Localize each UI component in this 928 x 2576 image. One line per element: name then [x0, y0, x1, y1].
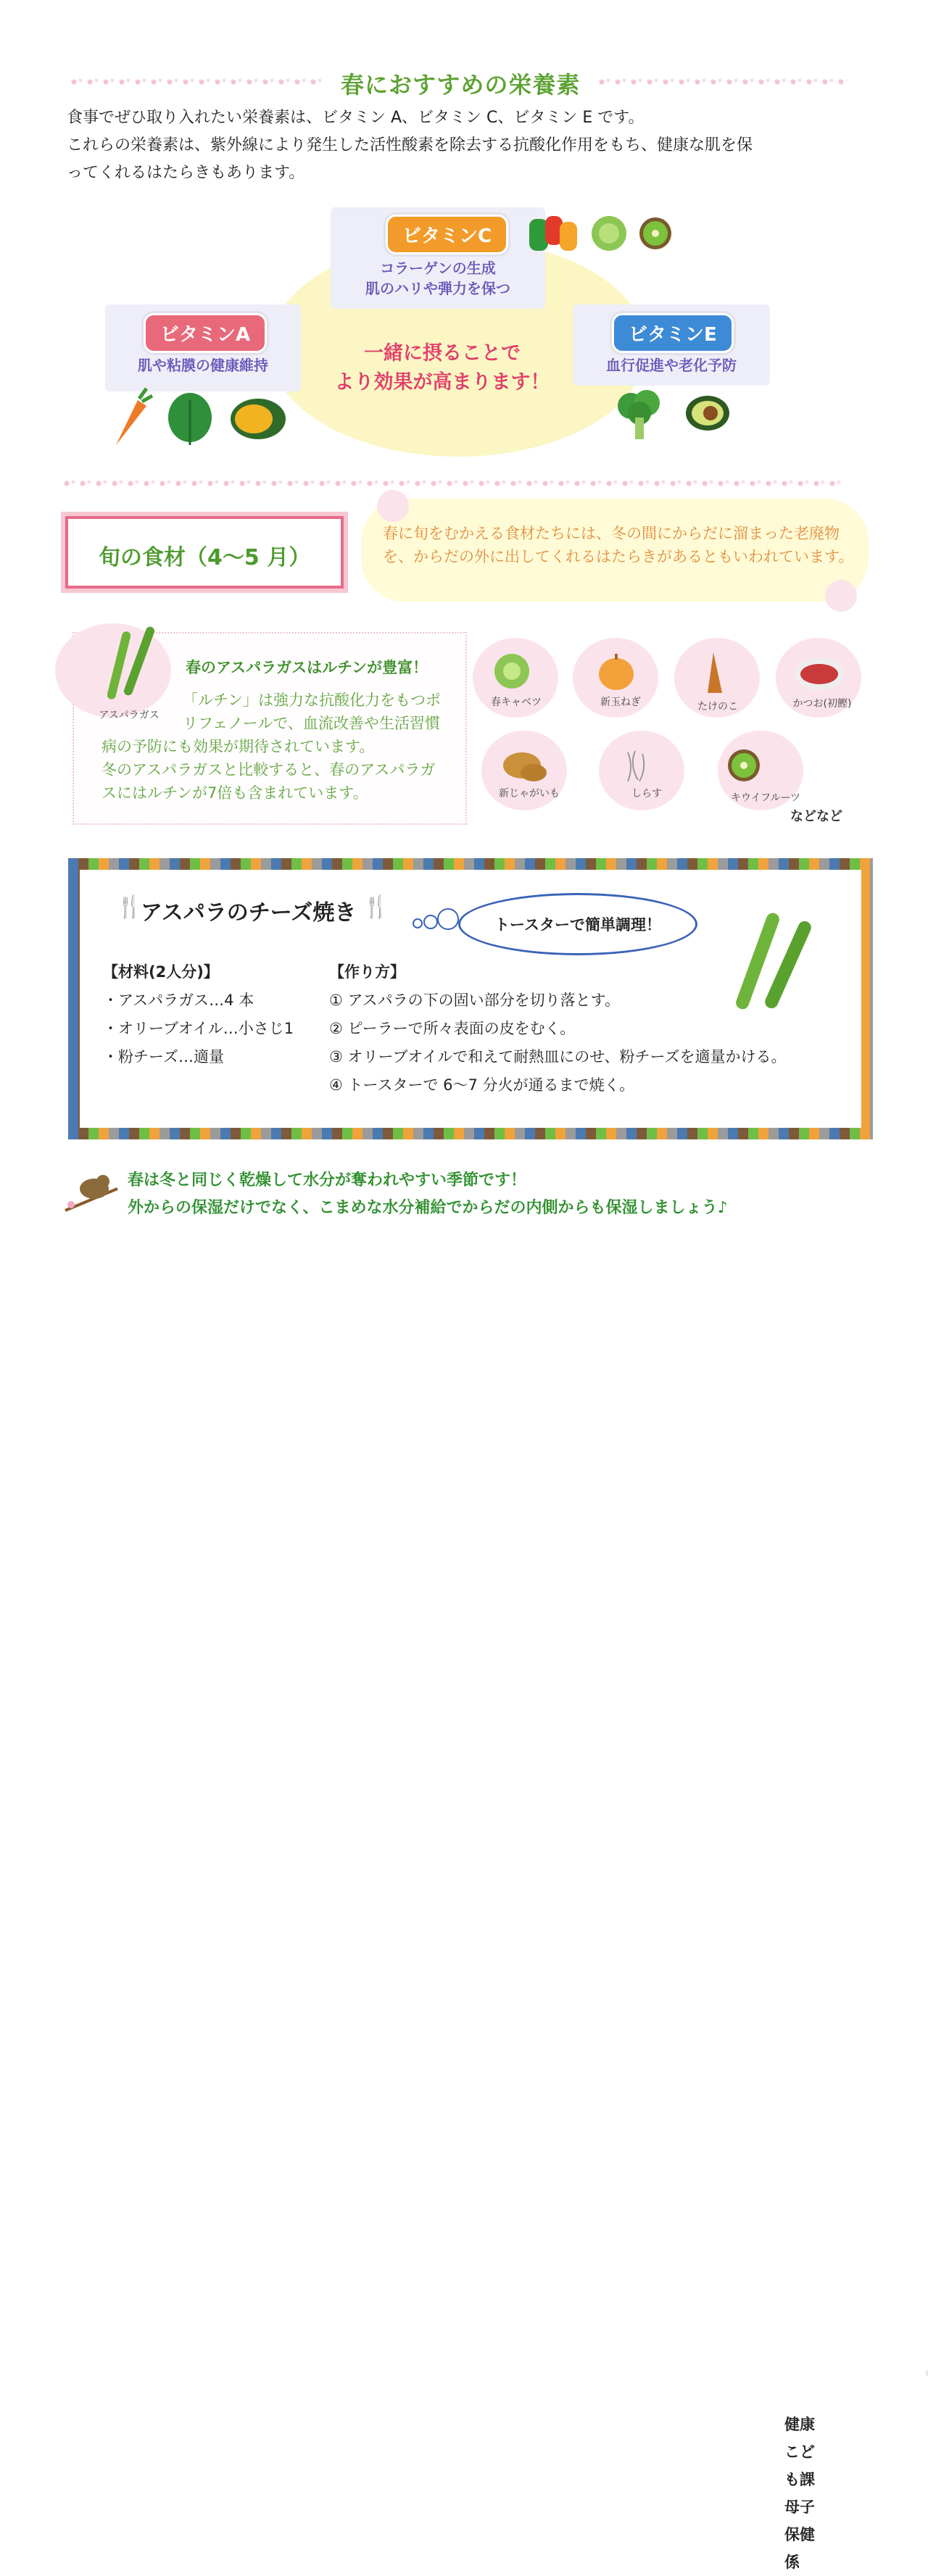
season-description-text: 春に旬をむかえる食材たちには、冬の間にからだに溜まった老廃物を、からだの外に出してくれるはたらきがあるともいわれています。 — [383, 525, 854, 565]
vitamin-c-label: ビタミンC — [386, 215, 508, 254]
step-item: ① アスパラの下の固い部分を切り落とす。 — [329, 992, 620, 1009]
step-item: ② ピーラーで所々表面の皮をむく。 — [329, 1020, 576, 1037]
floral-divider-right — [597, 77, 847, 87]
green-tea-icon — [922, 2327, 928, 2385]
food-label-bonito: かつお(初鰹) — [792, 698, 852, 710]
intro-line-1: 食事でぜひ取り入れたい栄養素は、ビタミン A、ビタミン C、ビタミン E です。 — [67, 109, 645, 127]
ingredients-list — [103, 958, 294, 1071]
seasonal-foods-row-2 — [500, 744, 790, 787]
carrot-icon — [116, 389, 152, 445]
ingredient-item: ・粉チーズ…適量 — [103, 1048, 224, 1065]
hydration-tip-line-1: 春は冬と同じく乾燥して水分が奪われやすい季節です！ — [128, 1171, 527, 1189]
intro-line-2: これらの栄養素は、紫外線により発生した活性酸素を除去する抗酸化作用をもち、健康な肌を保 — [67, 136, 753, 154]
etc-label: などなど — [790, 809, 842, 824]
seasonal-foods-row-1 — [493, 649, 856, 696]
asparagus-icon — [107, 616, 165, 703]
avocado-icon — [686, 396, 729, 431]
hydration-tip-line-2: 外からの保湿だけでなく、こまめな水分補給でからだの内側からも保湿しましょう♪ — [128, 1199, 728, 1217]
food-label-whitebait: しらす — [631, 788, 662, 799]
combined-effect-message — [319, 339, 566, 397]
potato-icon — [503, 752, 547, 781]
fork-knife-icon: 🍴 — [362, 894, 390, 920]
bird-on-branch-icon — [62, 1160, 120, 1218]
food-label-kiwi: キウイフルーツ — [730, 792, 801, 804]
season-title: 旬の食材（4～5 月） — [99, 545, 311, 570]
bamboo-shoot-icon — [708, 652, 722, 693]
combined-effect-line-1: 一緒に摂ることで — [364, 342, 521, 365]
steps-list — [329, 958, 787, 1100]
food-label-new-onion: 新玉ねぎ — [600, 697, 641, 708]
food-label-new-potato: 新じゃがいも — [499, 788, 560, 799]
vitamin-e-label: ビタミンE — [612, 313, 734, 353]
cabbage-icon — [592, 216, 626, 251]
rutin-line-3: 病の予防にも効果が期待されています。 — [102, 738, 375, 755]
vitamin-a-foods-illustration — [109, 386, 290, 451]
pepper-icon — [529, 216, 577, 251]
food-label-bamboo-shoot: たけのこ — [697, 701, 738, 712]
fork-knife-icon: 🍴 — [116, 894, 144, 920]
rutin-line-4: 冬のアスパラガスと比較すると、春のアスパラガ — [102, 761, 436, 778]
vitamin-c-desc-2: 肌のハリや弾力を保つ — [365, 280, 510, 297]
department-credit: 健康こども課 母子保健係 — [784, 2416, 830, 2571]
toaster-speech-bubble: トースターで簡単調理！ — [458, 893, 697, 955]
vitamin-e-pill — [612, 313, 734, 353]
spinach-icon — [168, 393, 212, 445]
sakura-decoration — [377, 490, 409, 522]
vitamin-c-desc — [331, 258, 545, 299]
whitebait-icon — [628, 751, 644, 781]
ingredient-item: ・オリーブオイル…小さじ1 — [103, 1020, 294, 1037]
thought-bubble-dots — [410, 906, 461, 935]
cabbage-icon — [494, 654, 529, 689]
sakura-decoration — [825, 580, 857, 612]
bonito-icon — [795, 658, 844, 690]
step-item: ③ オリーブオイルで和えて耐熱皿にのせ、粉チーズを適量かける。 — [329, 1048, 787, 1065]
section-title-nutrients: 春におすすめの栄養素 — [341, 71, 581, 99]
food-label-spring-cabbage: 春キャベツ — [491, 697, 542, 708]
steps-heading: 【作り方】 — [329, 963, 405, 981]
hydration-tip — [128, 1167, 830, 2571]
onion-icon — [599, 654, 634, 690]
floral-divider-left — [70, 77, 322, 87]
vitamin-a-desc: 肌や粘膜の健康維持 — [138, 357, 268, 374]
recipe-title: アスパラのチーズ焼き — [141, 900, 357, 926]
rutin-line-5: スにはルチンが7倍も含まれています。 — [102, 784, 368, 802]
vitamin-e-desc: 血行促進や老化予防 — [606, 357, 737, 374]
broccoli-icon — [618, 390, 660, 439]
vitamin-c-foods-illustration — [526, 203, 671, 258]
kiwi-icon — [728, 749, 760, 781]
intro-text — [67, 104, 864, 187]
intro-line-3: ってくれるはたらきもあります。 — [67, 164, 305, 182]
rutin-line-2: リフェノールで、血流改善や生活習慣 — [183, 715, 440, 732]
rutin-line-1: 「ルチン」は強力な抗酸化力をもつポ — [183, 691, 441, 709]
vitamin-a-label: ビタミンA — [144, 313, 267, 353]
floral-divider-middle — [62, 478, 845, 489]
vitamin-e-foods-illustration — [609, 384, 740, 442]
step-item: ④ トースターで 6～7 分火が通るまで焼く。 — [329, 1076, 635, 1094]
asparagus-label: アスパラガス — [99, 710, 160, 721]
rutin-title: 春のアスパラガスはルチンが豊富！ — [186, 659, 428, 676]
vitamin-a-pill — [144, 313, 267, 353]
vitamin-c-pill — [386, 215, 508, 254]
ingredients-heading: 【材料(2人分)】 — [103, 963, 219, 981]
combined-effect-line-2: より効果が高まります！ — [334, 371, 550, 394]
kiwi-icon — [639, 217, 671, 249]
ingredient-item: ・アスパラガス…4 本 — [103, 992, 254, 1009]
pumpkin-icon — [231, 399, 286, 439]
vitamin-c-desc-1: コラーゲンの生成 — [380, 259, 496, 277]
